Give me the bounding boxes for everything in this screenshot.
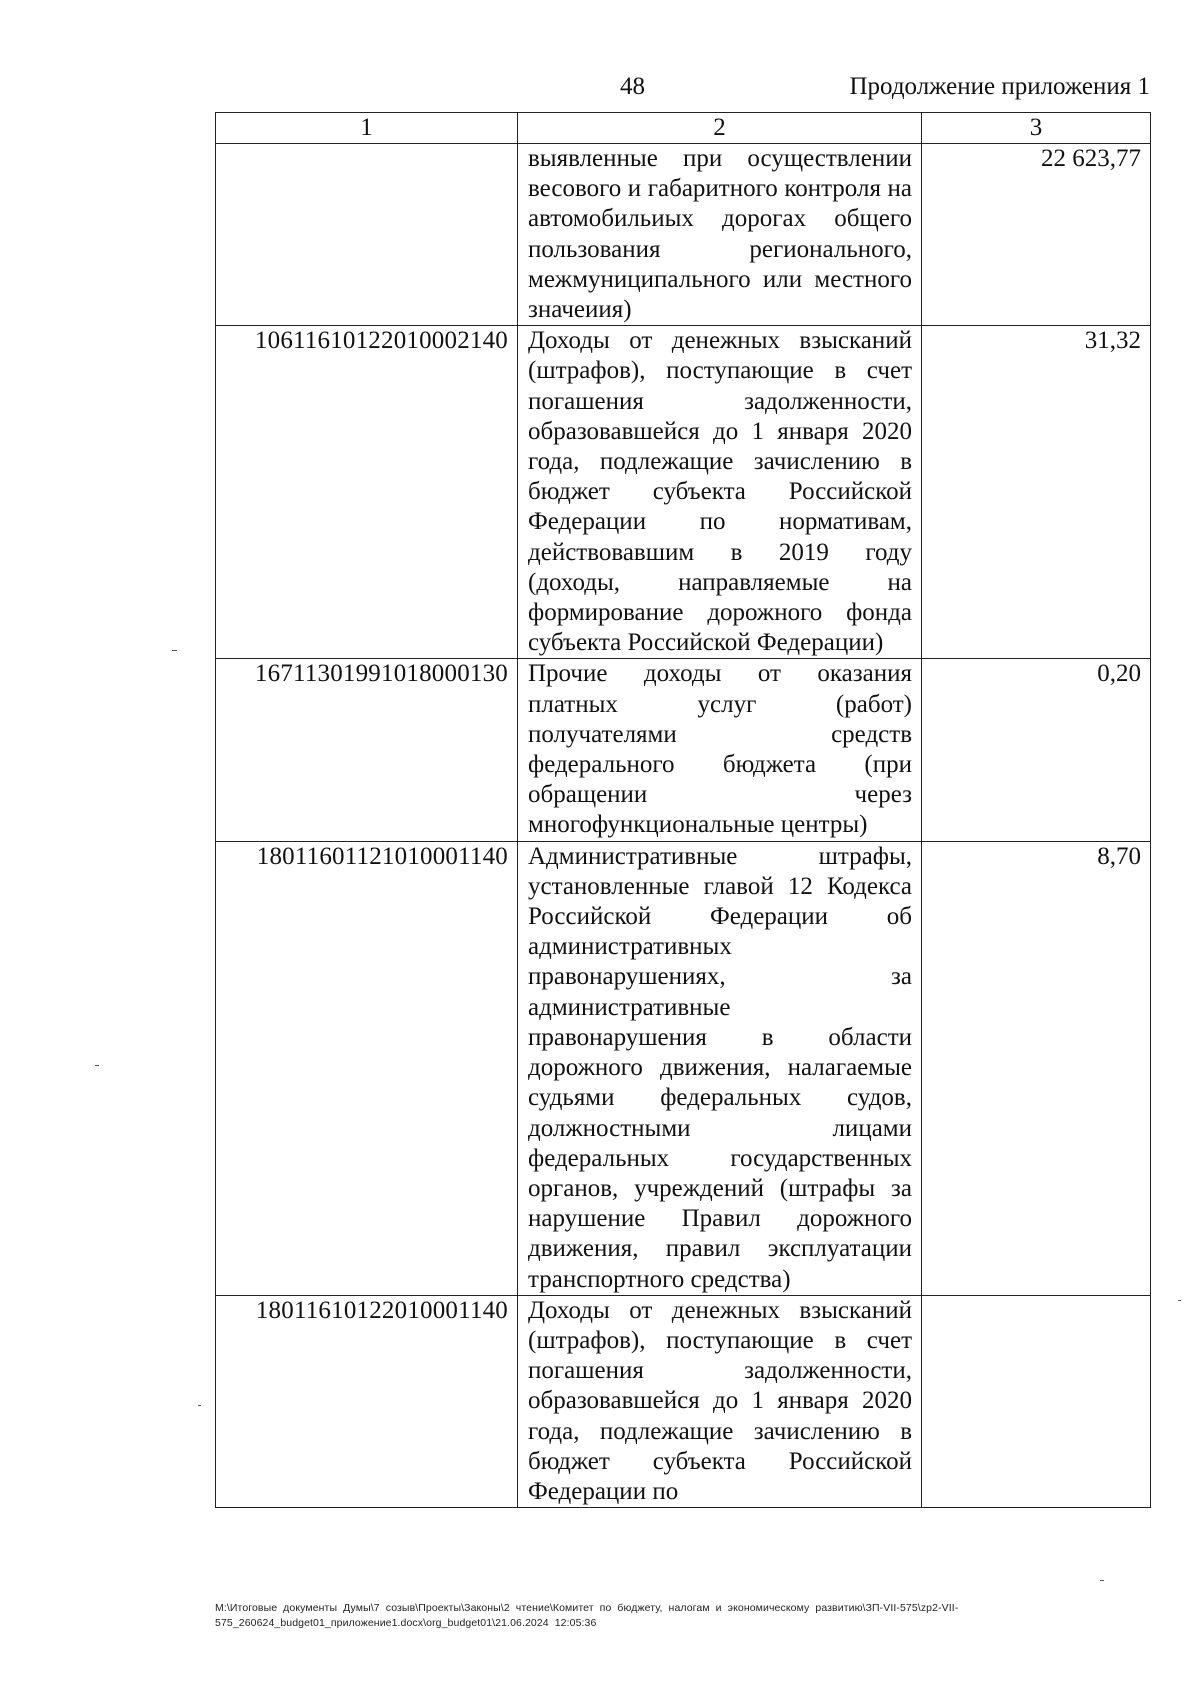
scan-speck <box>1100 1580 1104 1581</box>
table-row <box>216 144 1151 326</box>
row-description: Доходы от денежных взысканий (штрафов), поступающие в счет погашения задолженности, образовавшейся до 1 января 2020 года, подлежащие зачислению в бюджет субъекта Российской Федерации по <box>518 1295 922 1507</box>
column-header: 2 <box>518 113 922 144</box>
table-row <box>216 1295 1151 1507</box>
row-code: 16711301991018000130 <box>216 659 518 841</box>
row-amount: 31,32 <box>922 326 1151 659</box>
row-description: Прочие доходы от оказания платных услуг (работ) получателями средств федерального бюджета (при обращении через многофункциональные центры) <box>518 659 922 841</box>
row-code <box>216 144 518 326</box>
row-amount <box>922 1295 1151 1507</box>
scan-speck <box>1178 1300 1181 1301</box>
continuation-label: Продолжение приложения 1 <box>849 73 1150 100</box>
table-header-row <box>216 113 1151 144</box>
scan-speck <box>198 1405 201 1406</box>
table-row <box>216 326 1151 659</box>
scan-speck <box>172 650 177 651</box>
scan-speck <box>95 1065 99 1066</box>
table-row <box>216 659 1151 841</box>
row-amount: 8,70 <box>922 841 1151 1295</box>
page-number: 48 <box>620 73 645 100</box>
table-row <box>216 841 1151 1295</box>
row-description: Административные штрафы, установленные главой 12 Кодекса Российской Федерации об административных правонарушениях, за административные правонарушения в области дорожного движения, налагаемые судьями федеральных судов, должностными лицами федеральных государственных органов, учреждений (штрафы за нарушение Правил дорожного движения, правил эксплуатации транспортного средства) <box>518 841 922 1295</box>
row-description: Доходы от денежных взысканий (штрафов), поступающие в счет погашения задолженности, образовавшейся до 1 января 2020 года, подлежащие зачислению в бюджет субъекта Российской Федерации по нормативам, действовавшим в 2019 году (доходы, направляемые на формирование дорожного фонда субъекта Российской Федерации) <box>518 326 922 659</box>
column-header: 1 <box>216 113 518 144</box>
budget-table <box>215 112 1151 1508</box>
column-header: 3 <box>922 113 1151 144</box>
row-description: выявленные при осуществлении весового и габаритного контроля на автомобильиых дорогах общего пользования регионального, межмуниципального или местного значеиия) <box>518 144 922 326</box>
file-path-footer: M:\Итоговые документы Думы\7 созыв\Проекты\Законы\2 чтение\Комитет по бюджету, налогам и экономическому развитию\ЗП-VII-575\zp2-VII-575_260624_budget01_приложение1.docx\org_budget01\21.06.2024 12:05:36 <box>215 1602 959 1629</box>
row-amount: 22 623,77 <box>922 144 1151 326</box>
row-code: 10611610122010002140 <box>216 326 518 659</box>
row-amount: 0,20 <box>922 659 1151 841</box>
row-code: 18011601121010001140 <box>216 841 518 1295</box>
row-code: 18011610122010001140 <box>216 1295 518 1507</box>
